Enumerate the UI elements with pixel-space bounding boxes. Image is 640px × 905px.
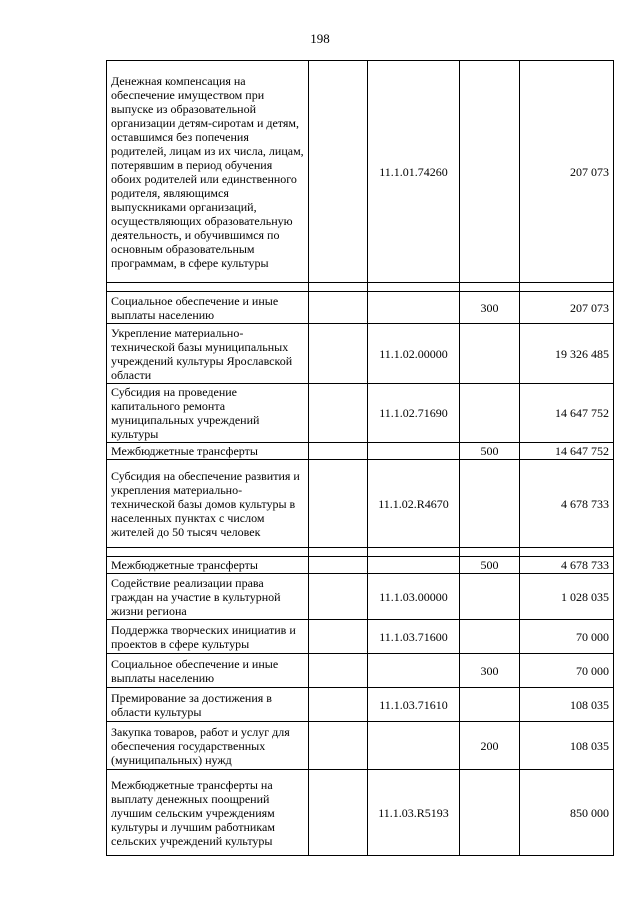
empty-cell (309, 574, 368, 620)
row-amount: 70 000 (520, 654, 614, 688)
row-type (460, 384, 520, 443)
empty-cell (309, 722, 368, 770)
table-row (107, 654, 614, 688)
row-code (368, 722, 460, 770)
row-amount: 19 326 485 (520, 324, 614, 384)
row-code (368, 443, 460, 460)
row-gap (107, 283, 614, 292)
row-type: 300 (460, 292, 520, 324)
table-row (107, 443, 614, 460)
row-amount: 1 028 035 (520, 574, 614, 620)
row-code: 11.1.03.71610 (368, 688, 460, 722)
row-amount: 108 035 (520, 722, 614, 770)
row-name: Социальное обеспечение и иные выплаты населению (107, 654, 309, 688)
row-type (460, 574, 520, 620)
empty-cell (309, 620, 368, 654)
table-row (107, 460, 614, 548)
table-row (107, 574, 614, 620)
row-name: Укрепление материально-технической базы муниципальных учреждений культуры Ярославской области (107, 324, 309, 384)
row-amount: 207 073 (520, 292, 614, 324)
table-row (107, 620, 614, 654)
row-amount: 108 035 (520, 688, 614, 722)
row-name: Денежная компенсация на обеспечение имуществом при выпуске из образовательной организации детям-сиротам и детям, оставшимся без попечения родителей, лицам из их числа, лицам, потерявшим в период обучения обоих родителей или единственного родителя, являющимся выпускниками организаций, осуществляющих образовательную деятельность, и обучившимся по основным образовательным программам, в сфере культуры (107, 61, 309, 283)
row-type (460, 324, 520, 384)
table-row (107, 61, 614, 283)
row-name: Закупка товаров, работ и услуг для обеспечения государственных (муниципальных) нужд (107, 722, 309, 770)
table-row (107, 722, 614, 770)
row-amount: 14 647 752 (520, 443, 614, 460)
table-row (107, 557, 614, 574)
row-code: 11.1.02.71690 (368, 384, 460, 443)
table-row (107, 770, 614, 856)
row-type: 500 (460, 557, 520, 574)
row-code (368, 557, 460, 574)
row-code: 11.1.02.R4670 (368, 460, 460, 548)
row-amount: 850 000 (520, 770, 614, 856)
row-name: Межбюджетные трансферты на выплату денежных поощрений лучшим сельским учреждениям культуры и лучшим работникам сельских учреждений культуры (107, 770, 309, 856)
row-type (460, 770, 520, 856)
row-amount: 70 000 (520, 620, 614, 654)
row-amount: 4 678 733 (520, 557, 614, 574)
row-gap (107, 548, 614, 557)
page-number: 198 (310, 31, 330, 46)
row-amount: 14 647 752 (520, 384, 614, 443)
row-name: Субсидия на проведение капитального ремонта муниципальных учреждений культуры (107, 384, 309, 443)
empty-cell (309, 557, 368, 574)
row-type (460, 688, 520, 722)
row-code: 11.1.03.71600 (368, 620, 460, 654)
empty-cell (309, 460, 368, 548)
empty-cell (309, 292, 368, 324)
row-code: 11.1.01.74260 (368, 61, 460, 283)
row-type (460, 620, 520, 654)
row-name: Премирование за достижения в области культуры (107, 688, 309, 722)
row-name: Поддержка творческих инициатив и проектов в сфере культуры (107, 620, 309, 654)
empty-cell (309, 61, 368, 283)
row-type: 300 (460, 654, 520, 688)
row-type: 200 (460, 722, 520, 770)
row-code: 11.1.03.R5193 (368, 770, 460, 856)
row-code: 11.1.02.00000 (368, 324, 460, 384)
row-code (368, 654, 460, 688)
empty-cell (309, 688, 368, 722)
row-name: Социальное обеспечение и иные выплаты населению (107, 292, 309, 324)
table-row (107, 688, 614, 722)
row-name: Межбюджетные трансферты (107, 557, 309, 574)
empty-cell (309, 654, 368, 688)
row-name: Содействие реализации права граждан на участие в культурной жизни региона (107, 574, 309, 620)
row-name: Субсидия на обеспечение развития и укрепления материально-технической базы домов культуры в населенных пунктах с числом жителей до 50 тысяч человек (107, 460, 309, 548)
table-row (107, 324, 614, 384)
empty-cell (309, 770, 368, 856)
empty-cell (309, 384, 368, 443)
budget-table (106, 60, 614, 856)
empty-cell (309, 324, 368, 384)
row-type (460, 460, 520, 548)
row-code (368, 292, 460, 324)
row-amount: 4 678 733 (520, 460, 614, 548)
empty-cell (309, 443, 368, 460)
row-type: 500 (460, 443, 520, 460)
row-type (460, 61, 520, 283)
table-row (107, 292, 614, 324)
row-amount: 207 073 (520, 61, 614, 283)
table-row (107, 384, 614, 443)
row-name: Межбюджетные трансферты (107, 443, 309, 460)
row-code: 11.1.03.00000 (368, 574, 460, 620)
